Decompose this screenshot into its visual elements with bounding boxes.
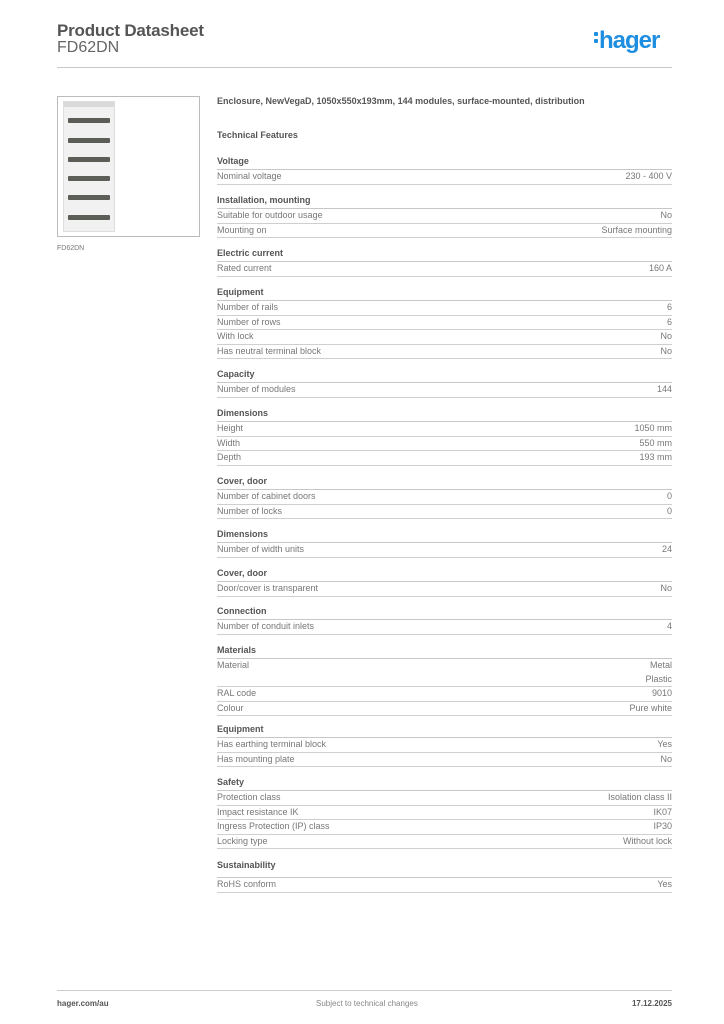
- spec-row: [217, 422, 672, 437]
- spec-row: [217, 753, 672, 768]
- section-title: Equipment: [217, 286, 672, 301]
- spec-label: Suitable for outdoor usage: [217, 210, 323, 220]
- section-title: Installation, mounting: [217, 194, 672, 209]
- spec-label: Rated current: [217, 263, 272, 273]
- spec-section: [217, 368, 672, 398]
- spec-value: [662, 543, 672, 557]
- spec-value: [629, 702, 672, 716]
- spec-row: [217, 490, 672, 505]
- spec-label: Ingress Protection (IP) class: [217, 821, 330, 832]
- spec-row: [217, 383, 672, 398]
- spec-row: [217, 878, 672, 893]
- spec-value: [660, 330, 672, 344]
- spec-value: [639, 437, 672, 451]
- section-title: Safety: [217, 776, 672, 791]
- spec-value-line: Isolation class II: [607, 792, 672, 802]
- spec-value: [667, 301, 672, 315]
- spec-value-line: 6: [666, 302, 672, 312]
- spec-row: [217, 791, 672, 806]
- spec-section: [217, 644, 672, 716]
- spec-label: Mounting on: [217, 224, 267, 235]
- footer-divider: [57, 990, 672, 991]
- spec-value: [653, 806, 672, 820]
- spec-value: [667, 316, 672, 330]
- hager-logo: [594, 27, 659, 55]
- section-title: Dimensions: [217, 407, 672, 422]
- spec-value: [608, 791, 672, 805]
- spec-value-line: No: [660, 583, 672, 593]
- spec-label: Number of locks: [217, 505, 283, 516]
- spec-label: Number of rails: [217, 302, 279, 312]
- spec-value-line: 160 A: [648, 263, 672, 273]
- spec-value: [667, 505, 672, 519]
- spec-section: [217, 605, 672, 635]
- section-title: Electric current: [217, 247, 672, 262]
- spec-label: Height: [217, 423, 244, 433]
- spec-value-line: Metal: [649, 660, 672, 670]
- spec-row: [217, 437, 672, 452]
- spec-value: [657, 383, 672, 397]
- spec-row: [217, 659, 672, 687]
- spec-value-line: 9010: [651, 688, 672, 699]
- spec-row: [217, 820, 672, 835]
- technical-features-heading: Technical Features: [217, 130, 298, 140]
- spec-row: [217, 170, 672, 185]
- spec-section: [217, 723, 672, 767]
- spec-value: [601, 224, 672, 238]
- spec-row: [217, 687, 672, 702]
- spec-section: [217, 567, 672, 597]
- spec-section: [217, 475, 672, 519]
- spec-value-line: Yes: [657, 739, 672, 749]
- spec-label: Has neutral terminal block: [217, 345, 322, 356]
- spec-value-line: 1050 mm: [634, 423, 672, 433]
- spec-row: [217, 543, 672, 558]
- logo-text: hager: [599, 27, 660, 54]
- footer-date: 17.12.2025: [631, 999, 672, 1008]
- page-title: Product Datasheet: [57, 21, 204, 40]
- spec-value: [639, 451, 672, 465]
- spec-label: Has earthing terminal block: [217, 739, 327, 749]
- section-title: Equipment: [217, 723, 672, 738]
- spec-row: [217, 345, 672, 360]
- product-description: Enclosure, NewVegaD, 1050x550x193mm, 144 modules, surface-mounted, distribution: [217, 96, 585, 106]
- spec-label: Protection class: [217, 792, 281, 802]
- section-title: Cover, door: [217, 475, 672, 490]
- spec-row: [217, 262, 672, 277]
- spec-value-line: 4: [666, 621, 672, 631]
- section-title: Dimensions: [217, 528, 672, 543]
- spec-row: [217, 702, 672, 717]
- spec-row: [217, 505, 672, 520]
- spec-value-line: No: [660, 331, 672, 342]
- spec-value-line: 230 - 400 V: [625, 171, 672, 181]
- spec-label: Colour: [217, 702, 244, 713]
- spec-value-line: No: [660, 210, 672, 220]
- spec-label: Number of modules: [217, 384, 296, 394]
- spec-value: [667, 490, 672, 504]
- spec-label: Has mounting plate: [217, 753, 295, 764]
- spec-label: Depth: [217, 452, 242, 463]
- spec-value: [653, 820, 672, 834]
- spec-value: [623, 835, 672, 849]
- spec-section: [217, 194, 672, 238]
- spec-section: [217, 286, 672, 359]
- spec-value-line: 193 mm: [639, 452, 672, 463]
- spec-value-line: 550 mm: [639, 437, 672, 448]
- spec-value-line: 144: [656, 384, 672, 394]
- spec-row: [217, 301, 672, 316]
- spec-row: [217, 224, 672, 239]
- section-title: Voltage: [217, 155, 672, 170]
- spec-value-line: Yes: [657, 879, 672, 889]
- logo-dots-icon: [594, 29, 599, 46]
- section-title: Materials: [217, 644, 672, 659]
- spec-value-line: Without lock: [622, 835, 672, 846]
- spec-value: [660, 753, 672, 767]
- spec-section: [217, 407, 672, 466]
- spec-value-line: IK07: [653, 806, 672, 817]
- spec-value-line: 0: [666, 491, 672, 501]
- spec-value: [660, 345, 672, 359]
- spec-section: [217, 155, 672, 185]
- spec-section: [217, 859, 672, 893]
- spec-row: [217, 209, 672, 224]
- product-image: [57, 96, 200, 237]
- section-title: Connection: [217, 605, 672, 620]
- spec-value-line: Plastic: [645, 673, 672, 684]
- spec-label: Width: [217, 437, 241, 448]
- spec-row: [217, 738, 672, 753]
- spec-label: Number of width units: [217, 544, 305, 554]
- spec-row: [217, 620, 672, 635]
- spec-label: Material: [217, 660, 250, 670]
- spec-value-line: IP30: [653, 821, 672, 832]
- spec-value: [667, 620, 672, 634]
- section-title: Capacity: [217, 368, 672, 383]
- spec-value-line: No: [660, 753, 672, 764]
- spec-value: [660, 209, 672, 223]
- spec-label: Impact resistance IK: [217, 806, 299, 817]
- spec-value: [652, 687, 672, 701]
- spec-value-line: 6: [666, 316, 672, 327]
- spec-value-line: Surface mounting: [601, 224, 672, 235]
- spec-section: [217, 247, 672, 277]
- spec-value-line: No: [660, 345, 672, 356]
- spec-value: [657, 738, 672, 752]
- spec-row: [217, 451, 672, 466]
- product-code: FD62DN: [57, 39, 120, 56]
- spec-value: [660, 582, 672, 596]
- spec-label: Number of rows: [217, 316, 281, 327]
- spec-value-line: 0: [666, 505, 672, 516]
- spec-value-line: Pure white: [629, 702, 672, 713]
- spec-label: Locking type: [217, 835, 268, 846]
- footer-website-link[interactable]: hager.com/au: [57, 999, 109, 1008]
- spec-label: With lock: [217, 331, 254, 342]
- spec-value-line: 24: [661, 544, 672, 554]
- spec-value: [634, 422, 672, 436]
- spec-label: RAL code: [217, 688, 257, 699]
- section-title: Cover, door: [217, 567, 672, 582]
- spec-section: [217, 776, 672, 849]
- spec-label: Number of cabinet doors: [217, 491, 316, 501]
- spec-label: Number of conduit inlets: [217, 621, 315, 631]
- enclosure-illustration: [63, 101, 115, 232]
- spec-row: [217, 582, 672, 597]
- footer-notice: Subject to technical changes: [316, 999, 418, 1008]
- spec-row: [217, 316, 672, 331]
- spec-label: Door/cover is transparent: [217, 583, 319, 593]
- section-title: Sustainability: [217, 859, 672, 878]
- spec-value: [649, 262, 672, 276]
- spec-value: [657, 878, 672, 892]
- spec-row: [217, 806, 672, 821]
- spec-section: [217, 528, 672, 558]
- spec-value: [645, 659, 672, 686]
- header-divider: [57, 67, 672, 68]
- spec-row: [217, 330, 672, 345]
- spec-label: Nominal voltage: [217, 171, 282, 181]
- spec-label: RoHS conform: [217, 879, 277, 889]
- image-caption: FD62DN: [57, 245, 85, 252]
- spec-value: [625, 170, 672, 184]
- spec-row: [217, 835, 672, 850]
